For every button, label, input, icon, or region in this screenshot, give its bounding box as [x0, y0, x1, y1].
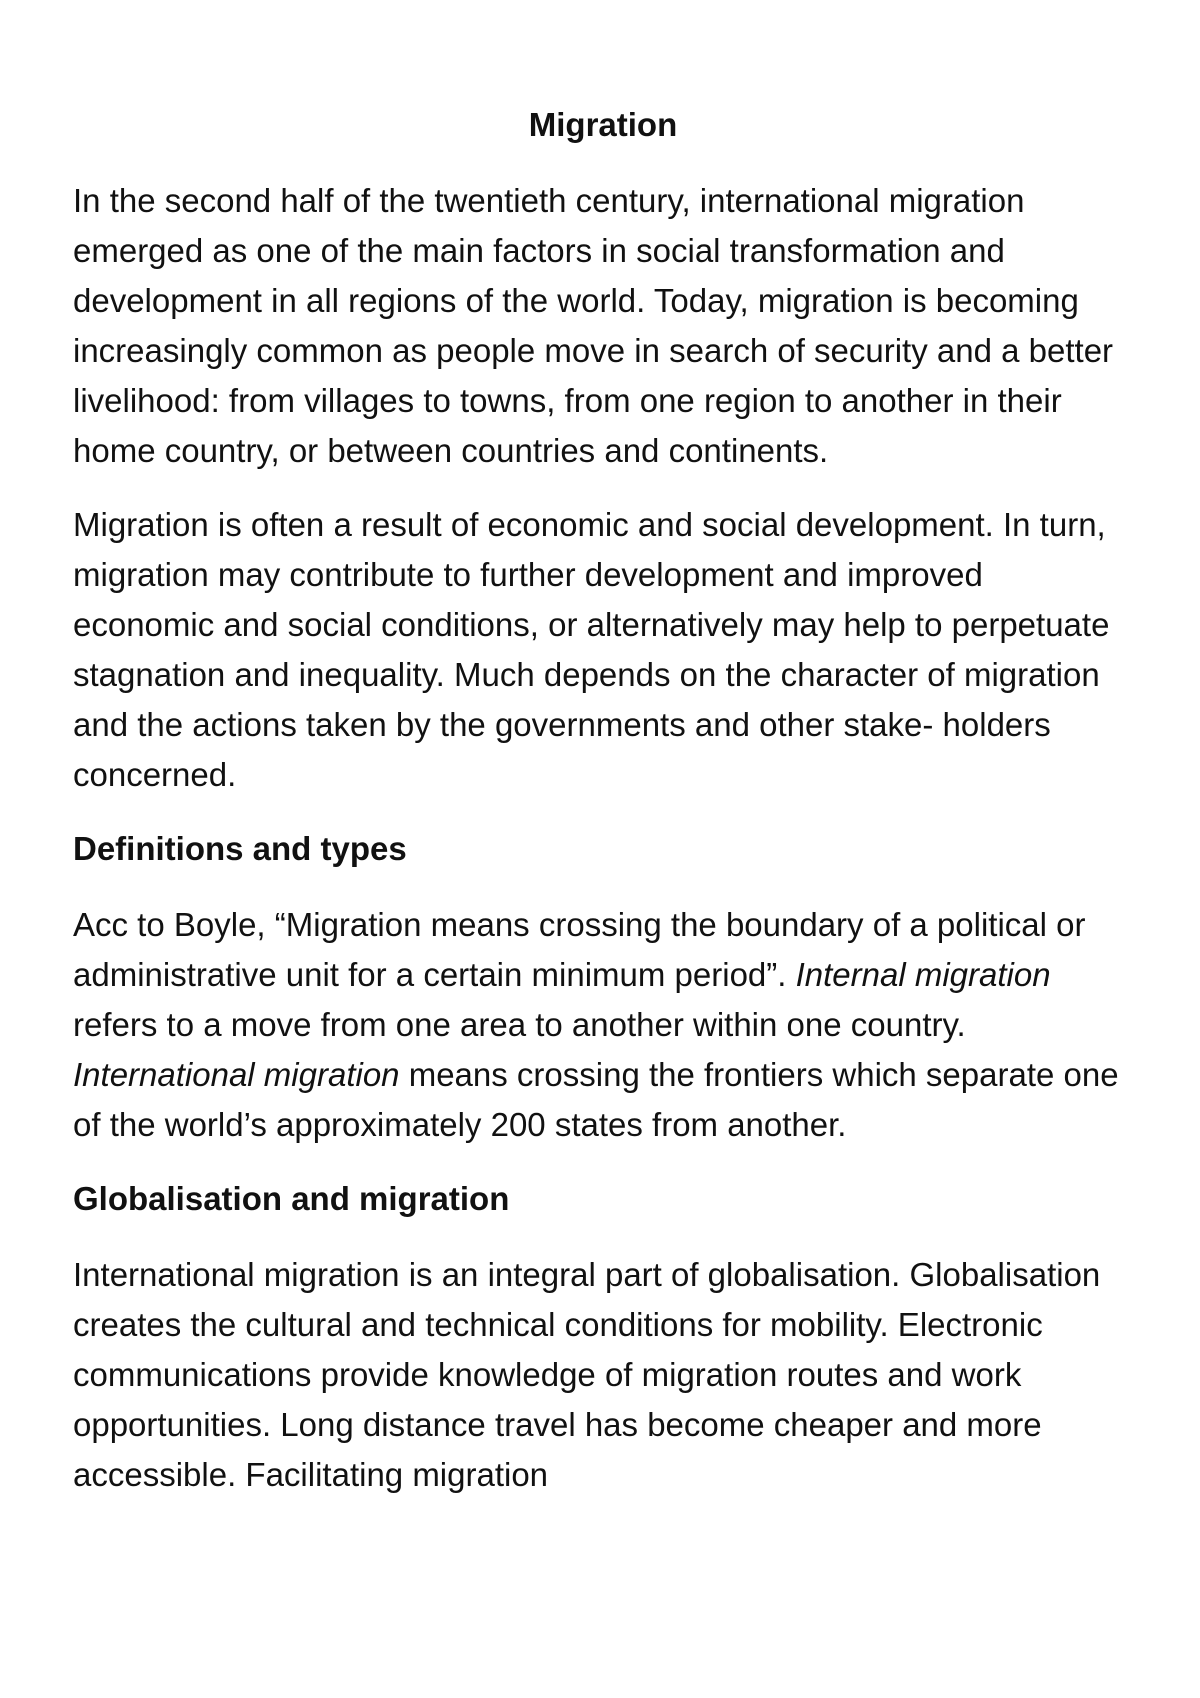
- term-international-migration: International migration: [73, 1056, 400, 1093]
- globalisation-paragraph: International migration is an integral part of globalisation. Globalisation creates the cultural and technical conditions for mobility. Electronic communications provide knowledge of migration routes and work opportunities. Long distance travel has become cheaper and more accessible. Facilitating migration: [73, 1256, 1101, 1493]
- definitions-text-part3: means crossing the frontiers which separate one of the world’s approximately 200 states from another.: [73, 1056, 1119, 1143]
- section-heading-definitions: Definitions and types: [73, 830, 407, 867]
- term-internal-migration: Internal migration: [795, 956, 1051, 993]
- development-paragraph: Migration is often a result of economic and social development. In turn, migration may contribute to further development and improved economic and social conditions, or alternatively may help to perpetuate stagnation and inequality. Much depends on the character of migration and the actions taken by the governments and other stake- holders concerned.: [73, 506, 1110, 793]
- definitions-text-part2: refers to a move from one area to another within one country.: [73, 1006, 966, 1043]
- document-page: [73, 100, 1133, 1524]
- definitions-paragraph: [73, 900, 1133, 1150]
- document-title: Migration: [528, 106, 678, 143]
- definitions-text-part1: Acc to Boyle, “Migration means crossing the boundary of a political or administrative unit for a certain minimum period”.: [73, 906, 1086, 993]
- intro-paragraph: In the second half of the twentieth century, international migration emerged as one of the main factors in social transformation and development in all regions of the world. Today, migration is becoming increasingly common as people move in search of security and a better livelihood: from villages to towns, from one region to another in their home country, or between countries and continents.: [73, 182, 1114, 469]
- section-heading-globalisation: Globalisation and migration: [73, 1180, 510, 1217]
